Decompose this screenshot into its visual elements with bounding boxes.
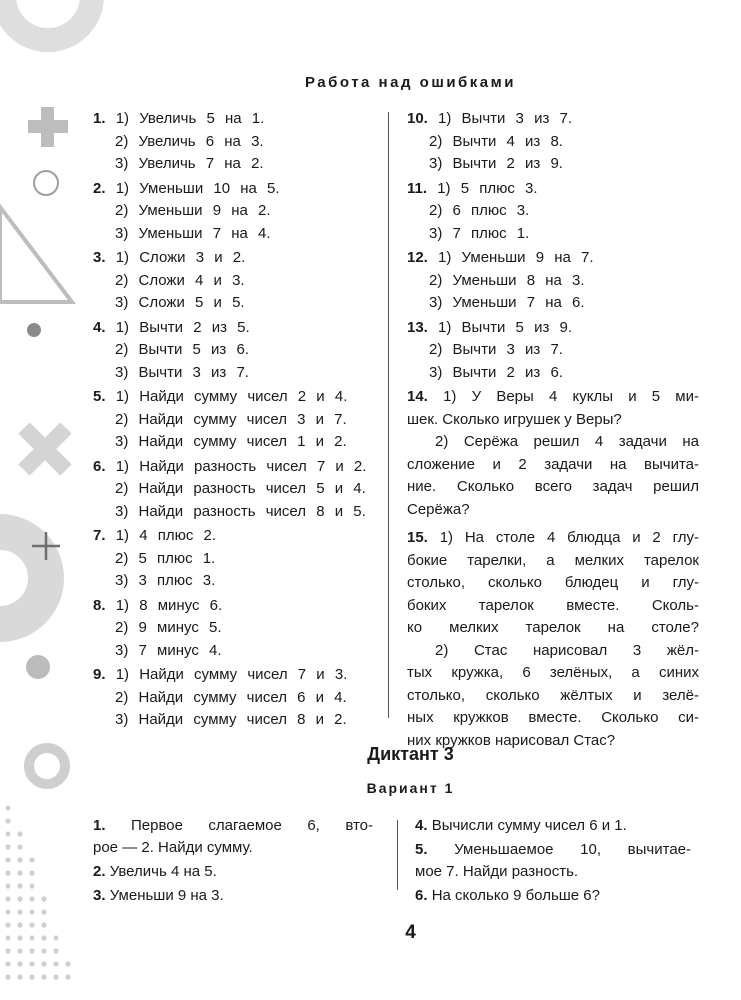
- task-15: [407, 527, 699, 752]
- task-line: [93, 709, 383, 732]
- task-text: 1) 5 плюс 3.: [437, 179, 538, 197]
- task-number: 10.: [407, 110, 428, 127]
- task-15-line: ных кружков вместе. Сколько си-: [407, 709, 699, 726]
- task-text: 3) Вычти 2 из 6.: [429, 363, 563, 381]
- task-item: [93, 317, 383, 385]
- task-text: 3) Вычти 3 из 7.: [115, 363, 249, 381]
- dictation-divider: [397, 820, 398, 890]
- task-text: 1) Найди разность чисел 7 и 2.: [115, 457, 367, 475]
- task-text: 3) Сложи 5 и 5.: [115, 294, 245, 311]
- task-line: [93, 386, 383, 409]
- task-text: 2) Вычти 4 из 8.: [429, 132, 563, 150]
- task-15-line: боких тарелок вместе. Сколь-: [407, 596, 699, 614]
- task-text: 1) Найди сумму чисел 7 и 3.: [115, 666, 348, 683]
- task-number: 7.: [93, 527, 106, 544]
- dictation-text: Уменьшаемое 10, вычитае-: [454, 841, 692, 858]
- dictation-text: Первое слагаемое 6, вто-: [131, 817, 373, 834]
- task-number: 9.: [93, 666, 106, 683]
- task-line: [93, 317, 383, 340]
- task-text: 1) Сложи 3 и 2.: [115, 249, 246, 266]
- task-line: [93, 617, 383, 640]
- task-number: 4.: [93, 318, 106, 336]
- task-line: [93, 501, 383, 524]
- task-line: [407, 339, 699, 362]
- task-text: 3) Найди сумму чисел 1 и 2.: [115, 433, 347, 450]
- task-14-line: ние. Сколько всего задач решил: [407, 478, 699, 495]
- task-item: [93, 525, 383, 593]
- task-line: [93, 200, 383, 223]
- grey-dot-decoration: [26, 655, 50, 679]
- task-line: [93, 478, 383, 501]
- task-line: [93, 339, 383, 362]
- task-line: [407, 131, 699, 154]
- task-line: [93, 570, 383, 593]
- task-line: [93, 456, 383, 479]
- task-14: [407, 386, 699, 521]
- column-divider: [388, 112, 389, 718]
- task-15-line: бокие тарелки, а мелких тарелок: [407, 551, 699, 569]
- task-text: 2) Найди сумму чисел 6 и 4.: [115, 688, 347, 706]
- dictation-item: [415, 839, 691, 883]
- task-text: 1) Уменьши 10 на 5.: [115, 179, 280, 197]
- task-text: 3) Найди сумму чисел 8 и 2.: [115, 711, 347, 728]
- task-text: 2) Уменьши 9 на 2.: [115, 202, 271, 219]
- dictation-number: 3.: [93, 887, 106, 904]
- task-text: 3) Уменьши 7 на 4.: [115, 224, 271, 242]
- task-line: [407, 108, 699, 131]
- task-item: [93, 595, 383, 663]
- task-line: [93, 595, 383, 618]
- dictation-title: Диктант 3: [367, 744, 454, 764]
- task-line: [407, 292, 699, 315]
- dictation-line: [93, 837, 373, 859]
- task-15-line: них кружков нарисовал Стас?: [407, 731, 616, 749]
- variant-title: Вариант 1: [366, 780, 455, 796]
- task-line: [407, 200, 699, 223]
- task-text: 1) Уменьши 9 на 7.: [438, 249, 594, 266]
- task-item: [407, 178, 699, 246]
- task-item: [93, 178, 383, 246]
- task-text: 2) 6 плюс 3.: [429, 202, 530, 219]
- task-number: 6.: [93, 457, 106, 475]
- task-text: 3) Вычти 2 из 9.: [429, 155, 563, 172]
- task-14-line: 14. 1) У Веры 4 куклы и 5 ми-: [407, 388, 699, 405]
- task-number: 3.: [93, 249, 106, 266]
- dictation-number: 4.: [415, 817, 428, 834]
- task-item: [407, 108, 699, 176]
- task-text: 1) Вычти 5 из 9.: [438, 318, 572, 336]
- task-text: 3) Найди разность чисел 8 и 5.: [115, 502, 366, 520]
- dictation-text: Увеличь 4 на 5.: [109, 863, 217, 880]
- task-text: 2) Увеличь 6 на 3.: [115, 132, 264, 150]
- task-text: 2) 9 минус 5.: [115, 619, 222, 636]
- task-15-line: столько, сколько блюдец и глу-: [407, 574, 699, 591]
- task-text: 3) 7 плюс 1.: [429, 224, 530, 242]
- task-14-line: сложение и 2 задачи на вычита-: [407, 455, 699, 473]
- task-line: [407, 317, 699, 340]
- task-text: 2) Сложи 4 и 3.: [115, 271, 245, 289]
- task-line: [93, 270, 383, 293]
- task-item: [93, 247, 383, 315]
- task-line: [93, 131, 383, 154]
- dictation-item: [93, 861, 373, 883]
- task-line: [93, 362, 383, 385]
- task-number: 11.: [407, 179, 428, 197]
- small-ring-decoration: [34, 171, 58, 195]
- dictation-item: [93, 885, 373, 907]
- task-14-line: 2) Серёжа решил 4 задачи на: [435, 433, 699, 450]
- task-number: 1.: [93, 110, 106, 127]
- task-15-line: столько, сколько жёлтых и зелё-: [407, 686, 699, 704]
- task-15-line: 15. 1) На столе 4 блюдца и 2 глу-: [407, 529, 699, 546]
- dictation-item: [93, 815, 373, 859]
- dictation-line: [415, 861, 691, 883]
- task-text: 3) Увеличь 7 на 2.: [115, 155, 264, 172]
- dictation-number: 1.: [93, 817, 106, 834]
- task-text: 1) 4 плюс 2.: [115, 527, 217, 544]
- task-15-line: 2) Стас нарисовал 3 жёл-: [435, 641, 699, 659]
- task-line: [407, 247, 699, 270]
- task-line: [407, 362, 699, 385]
- dictation-text: На сколько 9 больше 6?: [431, 887, 600, 904]
- task-number: 15.: [407, 529, 428, 546]
- dictation-right-column: [415, 815, 691, 909]
- task-text: 2) Вычти 5 из 6.: [115, 341, 249, 358]
- task-text: 2) Найди разность чисел 5 и 4.: [115, 480, 366, 497]
- task-line: [93, 664, 383, 687]
- task-line: [93, 292, 383, 315]
- task-text: 1) Вычти 2 из 5.: [115, 318, 250, 336]
- dot-decoration: [27, 323, 41, 337]
- task-item: [93, 386, 383, 454]
- page-title: Работа над ошибками: [305, 74, 516, 91]
- dictation-number: 6.: [415, 887, 428, 904]
- dictation-text: мое 7. Найди разность.: [415, 863, 579, 880]
- right-task-column: [407, 108, 699, 754]
- task-line: [93, 223, 383, 246]
- task-line: [407, 178, 699, 201]
- dictation-number: 5.: [415, 841, 428, 858]
- task-line: [93, 431, 383, 454]
- dictation-left-column: [93, 815, 373, 909]
- task-line: [407, 270, 699, 293]
- dictation-text: Уменьши 9 на 3.: [109, 887, 224, 904]
- task-text: 3) 3 плюс 3.: [115, 572, 216, 589]
- task-text: 1) Увеличь 5 на 1.: [115, 110, 265, 127]
- dictation-number: 2.: [93, 863, 106, 880]
- task-number: 8.: [93, 596, 106, 614]
- task-text: 1) Вычти 3 из 7.: [438, 110, 572, 127]
- task-text: 2) Вычти 3 из 7.: [429, 341, 563, 358]
- page-number: 4: [405, 922, 416, 943]
- triangle-decoration: [0, 207, 72, 302]
- task-15-line: ко мелких тарелок на столе?: [407, 619, 699, 636]
- task-number: 14.: [407, 388, 428, 405]
- task-number: 13.: [407, 318, 428, 336]
- task-text: 2) Найди сумму чисел 3 и 7.: [115, 410, 347, 428]
- task-item: [407, 317, 699, 385]
- task-text: 2) 5 плюс 1.: [115, 549, 216, 567]
- dictation-line: [415, 839, 691, 861]
- task-text: 1) 8 минус 6.: [115, 596, 223, 614]
- dictation-line: [415, 885, 691, 907]
- dictation-item: [415, 885, 691, 907]
- task-line: [407, 153, 699, 176]
- task-number: 12.: [407, 249, 428, 266]
- task-number: 2.: [93, 179, 106, 197]
- task-text: 2) Уменьши 8 на 3.: [429, 271, 585, 289]
- task-item: [407, 247, 699, 315]
- task-text: 3) Уменьши 7 на 6.: [429, 294, 585, 311]
- ring-top-decoration: [4, 0, 92, 40]
- task-item: [93, 664, 383, 732]
- task-15-line: тых кружка, 6 зелёных, а синих: [407, 664, 699, 681]
- task-line: [93, 525, 383, 548]
- dictation-text: Вычисли сумму чисел 6 и 1.: [431, 817, 627, 834]
- task-item: [93, 456, 383, 524]
- dictation-line: [415, 815, 691, 837]
- task-line: [93, 108, 383, 131]
- dictation-line: [93, 815, 373, 837]
- task-line: [93, 153, 383, 176]
- dictation-text: рое — 2. Найди сумму.: [93, 839, 253, 856]
- task-text: 1) Найди сумму чисел 2 и 4.: [115, 388, 348, 405]
- task-number: 5.: [93, 388, 106, 405]
- dot-grid-decoration: [5, 805, 70, 979]
- task-item: [93, 108, 383, 176]
- task-line: [93, 178, 383, 201]
- task-14-line: Серёжа?: [407, 500, 470, 518]
- dictation-line: [93, 861, 373, 883]
- left-task-column: [93, 108, 383, 734]
- task-line: [93, 247, 383, 270]
- task-line: [93, 640, 383, 663]
- task-line: [407, 223, 699, 246]
- dictation-item: [415, 815, 691, 837]
- task-line: [93, 687, 383, 710]
- task-line: [93, 409, 383, 432]
- task-line: [93, 548, 383, 571]
- task-14-line: шек. Сколько игрушек у Веры?: [407, 410, 622, 428]
- cross-decoration: [24, 428, 66, 470]
- dictation-line: [93, 885, 373, 907]
- task-text: 3) 7 минус 4.: [115, 641, 222, 659]
